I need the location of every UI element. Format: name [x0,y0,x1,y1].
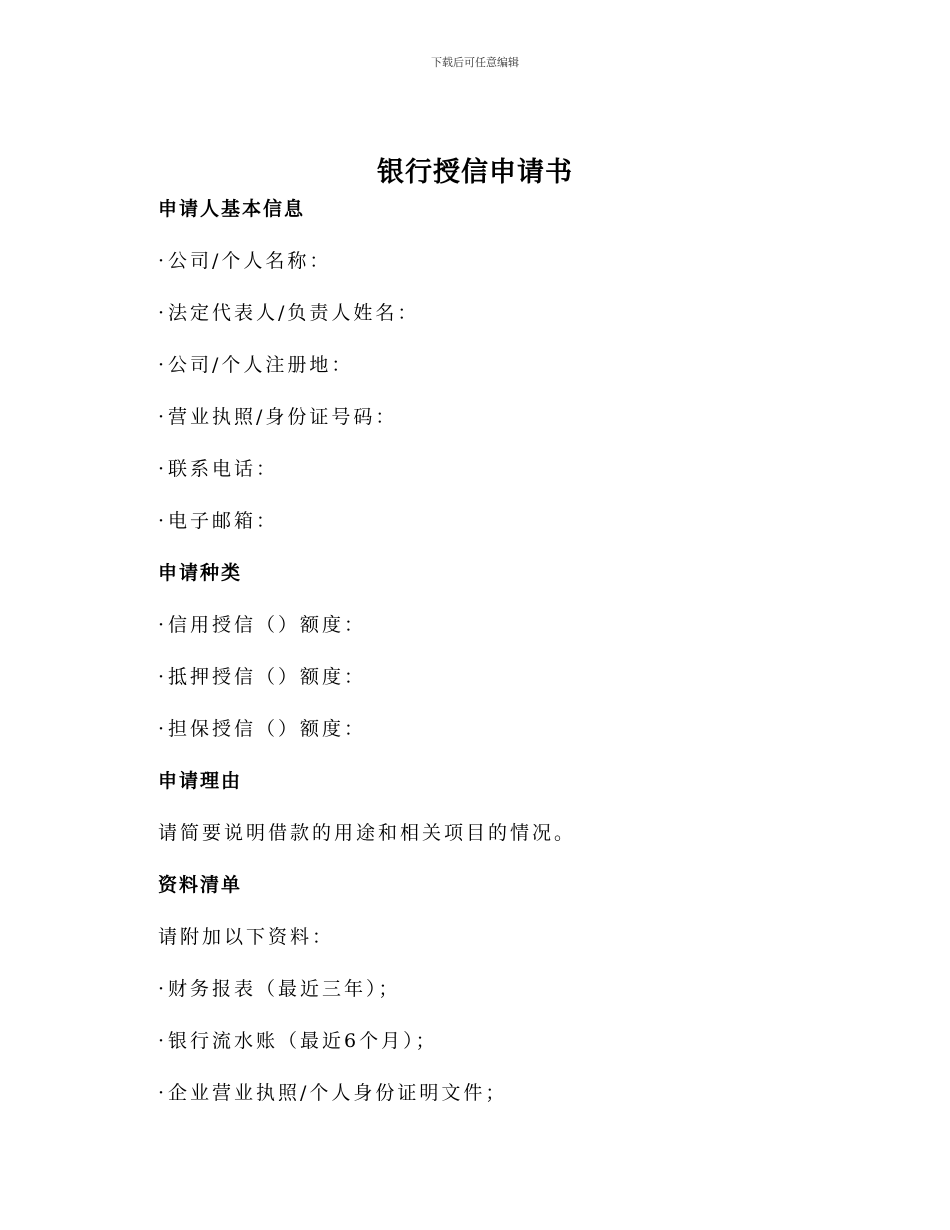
section-heading-type: 申请种类 [158,562,243,584]
bullet: · [158,614,165,636]
paragraph-reason: 请简要说明借款的用途和相关项目的情况。 [158,822,577,844]
bullet: · [158,1030,165,1052]
list-item-text: 企业营业执照/个人身份证明文件； [168,1082,508,1104]
bullet: · [158,406,165,428]
section-heading-reason: 申请理由 [158,770,243,792]
list-item [158,1022,798,1074]
list-item [158,658,798,710]
list-item [158,1074,798,1126]
bullet: · [158,510,165,532]
list-item [158,242,798,294]
list-item-text: 信用授信（）额度： [168,614,367,636]
list-item-text: 公司/个人名称： [168,250,332,272]
list-item [158,710,798,762]
paragraph-materials-intro: 请附加以下资料： [158,926,335,948]
list-item [158,502,798,554]
list-item-text: 营业执照/身份证号码： [168,406,398,428]
bullet: · [158,1082,165,1104]
bullet: · [158,978,165,1000]
list-item [158,970,798,1022]
list-item-text: 电子邮箱： [168,510,279,532]
list-item-text: 担保授信（）额度： [168,718,367,740]
list-item [158,398,798,450]
section-heading-applicant: 申请人基本信息 [158,198,306,220]
list-item-text: 抵押授信（）额度： [168,666,367,688]
document-body [158,190,798,1126]
list-item-text: 财务报表（最近三年）； [168,978,401,1000]
bullet: · [158,302,165,324]
list-item-text: 银行流水账（最近6个月）； [168,1030,438,1052]
bullet: · [158,666,165,688]
document-title: 银行授信申请书 [377,157,573,188]
page-header: 下载后可任意编辑 [431,56,519,69]
bullet: · [158,250,165,272]
bullet: · [158,718,165,740]
list-item-text: 联系电话： [168,458,279,480]
list-item [158,606,798,658]
list-item-text: 法定代表人/负责人姓名： [168,302,420,324]
list-item [158,346,798,398]
list-item-text: 公司/个人注册地： [168,354,354,376]
list-item [158,450,798,502]
bullet: · [158,354,165,376]
list-item [158,294,798,346]
bullet: · [158,458,165,480]
section-heading-materials: 资料清单 [158,874,243,896]
